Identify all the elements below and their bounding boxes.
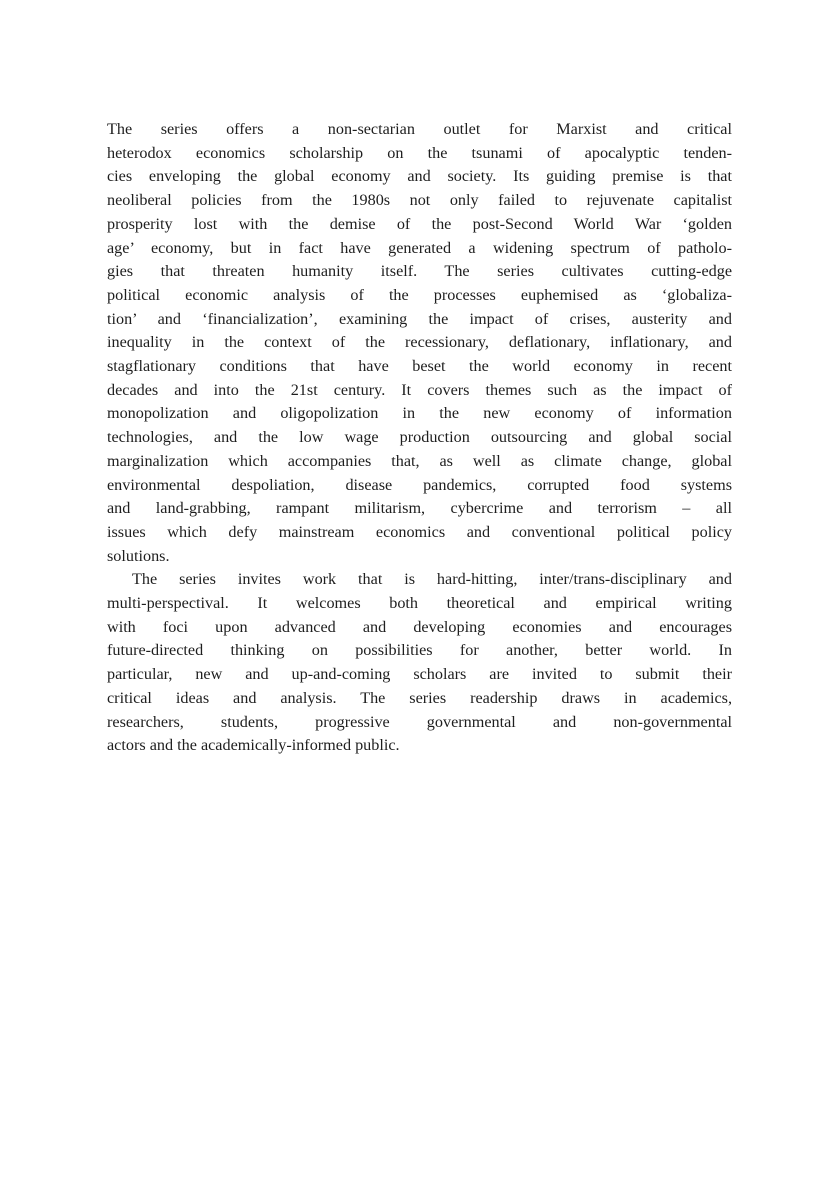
text-line: decades and into the 21st century. It covers themes such as the impact of [107,380,732,399]
text-line: multi-perspectival. It welcomes both theoretical and empirical writing [107,594,732,613]
text-line: The series offers a non-sectarian outlet for Marxist and critical [107,120,732,138]
text-line: actors and the academically-informed public. [107,736,400,755]
text-line: tion’ and ‘financialization’, examining the impact of crises, austerity and [107,309,732,328]
text-line: technologies, and the low wage production outsourcing and global social [107,428,732,447]
text-line: political economic analysis of the processes euphemised as ‘globaliza- [107,285,732,304]
text-line: monopolization and oligopolization in the new economy of information [107,404,732,423]
text-line: marginalization which accompanies that, as well as climate change, global [107,451,732,470]
text-line: solutions. [107,546,170,565]
text-line: with foci upon advanced and developing economies and encourages [107,617,732,636]
paragraph [107,568,732,758]
text-line: heterodox economics scholarship on the tsunami of apocalyptic tenden- [107,143,732,162]
body-text [107,118,732,758]
text-line: researchers, students, progressive governmental and non-governmental [107,712,732,731]
text-line: particular, new and up-and-coming scholars are invited to submit their [107,665,732,684]
text-line: issues which defy mainstream economics and conventional political policy [107,522,732,541]
text-line: cies enveloping the global economy and society. Its guiding premise is that [107,167,732,186]
text-line: environmental despoliation, disease pandemics, corrupted food systems [107,475,732,494]
text-line: and land-grabbing, rampant militarism, cybercrime and terrorism – all [107,499,732,518]
text-line: prosperity lost with the demise of the post-Second World War ‘golden [107,214,732,233]
text-line: future-directed thinking on possibilities for another, better world. In [107,641,732,660]
text-line: The series invites work that is hard-hitting, inter/trans-disciplinary and [132,570,732,589]
text-line: stagflationary conditions that have beset the world economy in recent [107,357,732,376]
text-line: neoliberal policies from the 1980s not only failed to rejuvenate capitalist [107,191,732,210]
paragraph [107,118,732,568]
text-line: critical ideas and analysis. The series readership draws in academics, [107,688,732,707]
text-line: inequality in the context of the recessionary, deflationary, inflationary, and [107,333,732,352]
text-line: gies that threaten humanity itself. The series cultivates cutting-edge [107,262,732,281]
text-line: age’ economy, but in fact have generated a widening spectrum of patholo- [107,238,732,257]
